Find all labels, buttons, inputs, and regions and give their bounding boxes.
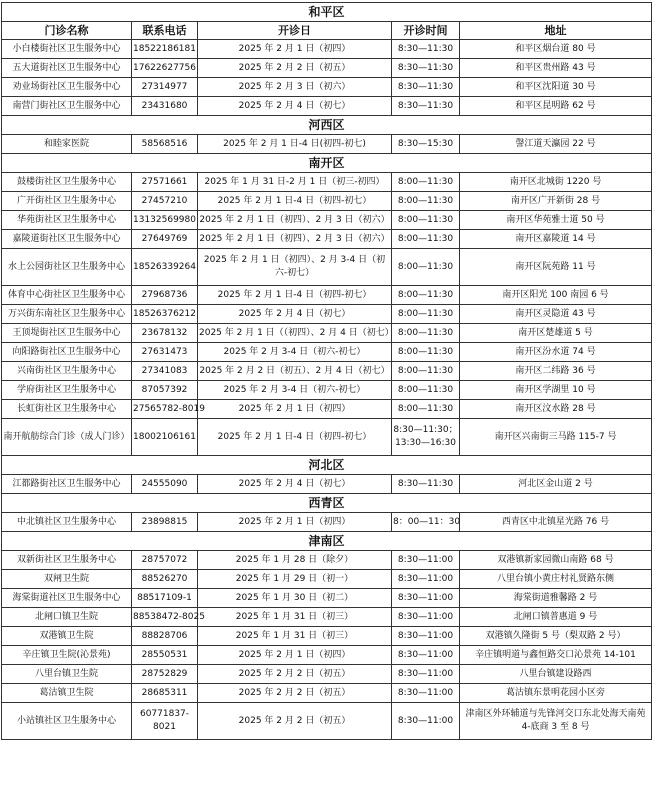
open-time-cell: 8:00—11:30 (392, 381, 460, 400)
phone-cell: 28550531 (132, 646, 198, 665)
table-row (2, 646, 652, 665)
clinic-name-cell: 华苑街社区卫生服务中心 (2, 211, 132, 230)
clinic-name-cell: 学府街社区卫生服务中心 (2, 381, 132, 400)
clinic-name-cell: 五大道街社区卫生服务中心 (2, 59, 132, 78)
clinic-name-cell: 双闸卫生院 (2, 570, 132, 589)
phone-cell: 27571661 (132, 173, 198, 192)
phone-cell: 88526270 (132, 570, 198, 589)
open-time-cell: 8:30—11:30 (392, 78, 460, 97)
address-cell: 南开区阳光 100 南园 6 号 (460, 286, 652, 305)
phone-cell: 60771837-8021 (132, 703, 198, 740)
open-date-cell: 2025 年 2 月 1 日（初四）、2 月 3-4 日（初六-初七） (198, 249, 392, 286)
district-header-row (2, 154, 652, 173)
open-time-cell: 8:00—11:30 (392, 192, 460, 211)
phone-cell: 27968736 (132, 286, 198, 305)
district-header-row (2, 532, 652, 551)
open-time-cell: 8:30—11:30 (392, 59, 460, 78)
open-date-cell: 2025 年 2 月 4 日（初七） (198, 475, 392, 494)
phone-cell: 27631473 (132, 343, 198, 362)
open-date-cell: 2025 年 2 月 1 日-4 日（初四-初七） (198, 192, 392, 211)
clinic-name-cell: 南营门街社区卫生服务中心 (2, 97, 132, 116)
clinic-name-cell: 和睦家医院 (2, 135, 132, 154)
open-time-cell: 8:00—11:30 (392, 211, 460, 230)
address-cell: 海棠街道雅馨路 2 号 (460, 589, 652, 608)
open-time-cell: 8:00—11:30 (392, 249, 460, 286)
open-time-cell: 8:30—15:30 (392, 135, 460, 154)
column-header: 门诊名称 (2, 22, 132, 40)
clinic-name-cell: 双港镇卫生院 (2, 627, 132, 646)
table-row (2, 608, 652, 627)
clinic-name-cell: 海棠街道社区卫生服务中心 (2, 589, 132, 608)
address-cell: 謦江道天瀛园 22 号 (460, 135, 652, 154)
clinic-name-cell: 王顶堤街社区卫生服务中心 (2, 324, 132, 343)
open-date-cell: 2025 年 2 月 4 日（初七） (198, 97, 392, 116)
phone-cell: 27341083 (132, 362, 198, 381)
open-date-cell: 2025 年 2 月 2 日（初五）、2 月 4 日（初七） (198, 362, 392, 381)
address-cell: 和平区沈阳道 30 号 (460, 78, 652, 97)
open-time-cell: 8:00—11:30 (392, 173, 460, 192)
district-title: 河西区 (2, 116, 652, 135)
open-date-cell: 2025 年 2 月 2 日（初五） (198, 703, 392, 740)
table-row (2, 40, 652, 59)
phone-cell: 28685311 (132, 684, 198, 703)
open-time-cell: 8:30—11:00 (392, 684, 460, 703)
address-cell: 南开区广开新街 28 号 (460, 192, 652, 211)
table-row (2, 684, 652, 703)
open-date-cell: 2025 年 2 月 2 日（初五） (198, 665, 392, 684)
address-cell: 南开区阮苑路 11 号 (460, 249, 652, 286)
open-date-cell: 2025 年 2 月 4 日（初七） (198, 305, 392, 324)
address-cell: 南开区灵隐道 43 号 (460, 305, 652, 324)
address-cell: 八里台镇建设路西 (460, 665, 652, 684)
address-cell: 西青区中北镇星光路 76 号 (460, 513, 652, 532)
open-time-cell: 8:00—11:30 (392, 362, 460, 381)
clinic-name-cell: 小站镇社区卫生服务中心 (2, 703, 132, 740)
table-row (2, 286, 652, 305)
table-row (2, 305, 652, 324)
address-cell: 和平区烟台道 80 号 (460, 40, 652, 59)
district-title: 西青区 (2, 494, 652, 513)
address-cell: 南开区汶水路 28 号 (460, 400, 652, 419)
clinic-name-cell: 广开街社区卫生服务中心 (2, 192, 132, 211)
open-time-cell: 8:30—11:30 (392, 40, 460, 59)
clinic-name-cell: 长虹街社区卫生服务中心 (2, 400, 132, 419)
phone-cell: 28757072 (132, 551, 198, 570)
district-header-row (2, 494, 652, 513)
phone-cell: 87057392 (132, 381, 198, 400)
address-cell: 葛沽镇东景明花园小区旁 (460, 684, 652, 703)
address-cell: 辛庄镇明道与鑫恒路交口沁景苑 14-101 (460, 646, 652, 665)
address-cell: 南开区兴南街三马路 115-7 号 (460, 419, 652, 456)
district-header-row (2, 116, 652, 135)
open-date-cell: 2025 年 2 月 1 日-4 日(初四-初七) (198, 135, 392, 154)
clinic-name-cell: 鼓楼街社区卫生服务中心 (2, 173, 132, 192)
clinic-name-cell: 中北镇社区卫生服务中心 (2, 513, 132, 532)
open-time-cell: 8:30—11:00 (392, 589, 460, 608)
table-row (2, 551, 652, 570)
open-date-cell: 2025 年 2 月 3 日（初六） (198, 78, 392, 97)
open-time-cell: 8:30—11:00 (392, 570, 460, 589)
address-cell: 南开区楚雄道 5 号 (460, 324, 652, 343)
address-cell: 南开区学湖里 10 号 (460, 381, 652, 400)
table-row (2, 343, 652, 362)
table-row (2, 419, 652, 456)
clinic-name-cell: 体育中心街社区卫生服务中心 (2, 286, 132, 305)
phone-cell: 18002106161 (132, 419, 198, 456)
district-title: 河北区 (2, 456, 652, 475)
table-row (2, 513, 652, 532)
table-row (2, 589, 652, 608)
address-cell: 津南区外环辅道与先锋河交口东北处海天南苑 4-底商 3 至 8 号 (460, 703, 652, 740)
open-date-cell: 2025 年 2 月 2 日（初五） (198, 59, 392, 78)
clinic-name-cell: 水上公园街社区卫生服务中心 (2, 249, 132, 286)
clinic-name-cell: 八里台镇卫生院 (2, 665, 132, 684)
column-header: 开诊时间 (392, 22, 460, 40)
clinic-name-cell: 双新街社区卫生服务中心 (2, 551, 132, 570)
phone-cell: 18522186181 (132, 40, 198, 59)
clinic-name-cell: 北闸口镇卫生院 (2, 608, 132, 627)
clinic-name-cell: 辛庄镇卫生院(沁景苑) (2, 646, 132, 665)
phone-cell: 24555090 (132, 475, 198, 494)
open-date-cell: 2025 年 2 月 1 日（初四） (198, 40, 392, 59)
district-title: 津南区 (2, 532, 652, 551)
phone-cell: 58568516 (132, 135, 198, 154)
open-time-cell: 8:30—11:00 (392, 665, 460, 684)
open-date-cell: 2025 年 2 月 1 日（（初四）、2 月 4 日（初七） (198, 324, 392, 343)
clinic-schedule-table (1, 2, 652, 740)
column-header-row (2, 22, 652, 40)
column-header: 联系电话 (132, 22, 198, 40)
phone-cell: 27649769 (132, 230, 198, 249)
column-header: 开诊日 (198, 22, 392, 40)
clinic-name-cell: 江都路街社区卫生服务中心 (2, 475, 132, 494)
table-row (2, 249, 652, 286)
open-time-cell: 8:00—11:30 (392, 400, 460, 419)
table-row (2, 475, 652, 494)
clinic-name-cell: 向阳路街社区卫生服务中心 (2, 343, 132, 362)
address-cell: 南开区二纬路 36 号 (460, 362, 652, 381)
phone-cell: 23898815 (132, 513, 198, 532)
column-header: 地址 (460, 22, 652, 40)
open-date-cell: 2025 年 2 月 3-4 日（初六-初七） (198, 381, 392, 400)
open-time-cell: 8:30—11:00 (392, 703, 460, 740)
open-date-cell: 2025 年 2 月 1 日（初四）、2 月 3 日（初六） (198, 211, 392, 230)
address-cell: 双港镇新家园微山南路 68 号 (460, 551, 652, 570)
phone-cell: 28752829 (132, 665, 198, 684)
phone-cell: 18526339264 (132, 249, 198, 286)
clinic-name-cell: 葛沽镇卫生院 (2, 684, 132, 703)
table-row (2, 59, 652, 78)
open-date-cell: 2025 年 2 月 1 日（初四） (198, 646, 392, 665)
address-cell: 和平区贵州路 43 号 (460, 59, 652, 78)
open-date-cell: 2025 年 2 月 1 日（初四） (198, 513, 392, 532)
district-title: 南开区 (2, 154, 652, 173)
phone-cell: 88517109-1 (132, 589, 198, 608)
table-row (2, 324, 652, 343)
phone-cell: 88538472-8025 (132, 608, 198, 627)
table-row (2, 703, 652, 740)
address-cell: 八里台镇小黄庄村礼贤路东侧 (460, 570, 652, 589)
open-time-cell: 8:00—11:30 (392, 230, 460, 249)
open-date-cell: 2025 年 2 月 3-4 日（初六-初七） (198, 343, 392, 362)
open-date-cell: 2025 年 1 月 29 日（初一） (198, 570, 392, 589)
open-date-cell: 2025 年 2 月 1 日（初四）、2 月 3 日（初六） (198, 230, 392, 249)
address-cell: 和平区昆明路 62 号 (460, 97, 652, 116)
open-date-cell: 2025 年 2 月 1 日-4 日（初四-初七） (198, 419, 392, 456)
table-row (2, 381, 652, 400)
open-time-cell: 8:30—11:00 (392, 646, 460, 665)
address-cell: 河北区金山道 2 号 (460, 475, 652, 494)
phone-cell: 23431680 (132, 97, 198, 116)
table-row (2, 78, 652, 97)
open-date-cell: 2025 年 2 月 1 日-4 日（初四-初七） (198, 286, 392, 305)
address-cell: 南开区汾水道 74 号 (460, 343, 652, 362)
address-cell: 双港镇久隆街 5 号（梨双路 2 号） (460, 627, 652, 646)
district-title: 和平区 (2, 3, 652, 22)
clinic-name-cell: 兴南街社区卫生服务中心 (2, 362, 132, 381)
open-time-cell: 8：00—11：30 (392, 513, 460, 532)
open-date-cell: 2025 年 1 月 31 日（初三） (198, 608, 392, 627)
open-date-cell: 2025 年 2 月 2 日（初五） (198, 684, 392, 703)
district-header-row (2, 456, 652, 475)
address-cell: 北闸口镇普惠道 9 号 (460, 608, 652, 627)
open-time-cell: 8:00—11:30 (392, 286, 460, 305)
open-time-cell: 8:00—11:30 (392, 324, 460, 343)
address-cell: 南开区华苑雅士道 50 号 (460, 211, 652, 230)
table-row (2, 230, 652, 249)
open-time-cell: 8:30—11:30 (392, 475, 460, 494)
clinic-name-cell: 小白楼街社区卫生服务中心 (2, 40, 132, 59)
open-time-cell: 8:30—11:30； 13:30—16:30 (392, 419, 460, 456)
table-row (2, 192, 652, 211)
phone-cell: 13132569980 (132, 211, 198, 230)
open-date-cell: 2025 年 1 月 28 日（除夕） (198, 551, 392, 570)
phone-cell: 27457210 (132, 192, 198, 211)
phone-cell: 23678132 (132, 324, 198, 343)
address-cell: 南开区北城街 1220 号 (460, 173, 652, 192)
table-row (2, 400, 652, 419)
clinic-name-cell: 嘉陵道街社区卫生服务中心 (2, 230, 132, 249)
table-row (2, 97, 652, 116)
district-header-row (2, 3, 652, 22)
open-date-cell: 2025 年 1 月 31 日-2 月 1 日（初三-初四） (198, 173, 392, 192)
table-row (2, 665, 652, 684)
address-cell: 南开区嘉陵道 14 号 (460, 230, 652, 249)
open-date-cell: 2025 年 1 月 31 日（初三） (198, 627, 392, 646)
phone-cell: 88828706 (132, 627, 198, 646)
open-time-cell: 8:30—11:00 (392, 608, 460, 627)
phone-cell: 17622627756 (132, 59, 198, 78)
open-date-cell: 2025 年 2 月 1 日（初四） (198, 400, 392, 419)
clinic-name-cell: 南开航舫综合门诊（成人门诊） (2, 419, 132, 456)
phone-cell: 27314977 (132, 78, 198, 97)
clinic-name-cell: 万兴街东南社区卫生服务中心 (2, 305, 132, 324)
open-time-cell: 8:00—11:30 (392, 305, 460, 324)
table-row (2, 627, 652, 646)
open-time-cell: 8:00—11:30 (392, 343, 460, 362)
clinic-name-cell: 劝业场街社区卫生服务中心 (2, 78, 132, 97)
table-row (2, 135, 652, 154)
phone-cell: 18526376212 (132, 305, 198, 324)
table-row (2, 173, 652, 192)
table-row (2, 570, 652, 589)
open-time-cell: 8:30—11:30 (392, 97, 460, 116)
table-row (2, 362, 652, 381)
table-row (2, 211, 652, 230)
open-time-cell: 8:30—11:00 (392, 551, 460, 570)
phone-cell: 27565782-8019 (132, 400, 198, 419)
open-date-cell: 2025 年 1 月 30 日（初二） (198, 589, 392, 608)
open-time-cell: 8:30—11:00 (392, 627, 460, 646)
